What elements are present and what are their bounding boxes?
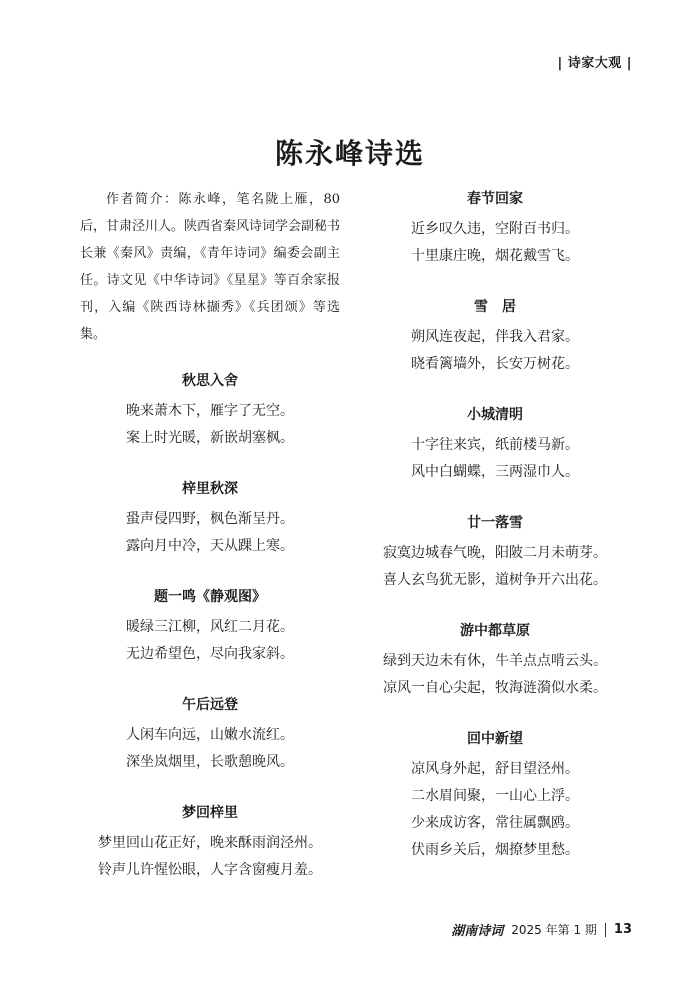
magazine-name: 湖南诗词	[451, 924, 504, 939]
poem-line: 深坐岚烟里，长歌憩晚风。	[126, 754, 294, 770]
poem	[80, 368, 340, 452]
poem	[80, 476, 340, 560]
poem	[370, 294, 620, 378]
poem-line: 无边希望色，尽向我家斜。	[126, 646, 294, 662]
poem-title: 廿一落雪	[467, 515, 523, 531]
poem-line: 人闲车向远，山嫩水流红。	[126, 727, 294, 743]
poem-line: 绿到天边未有休，牛羊点点啃云头。	[383, 653, 607, 669]
poem-title: 雪 居	[474, 299, 516, 315]
poem-title: 小城清明	[467, 407, 523, 423]
poem-title: 秋思入舍	[182, 373, 238, 389]
poem-line: 喜人玄鸟犹无影，道树争开六出花。	[383, 572, 607, 588]
poem-line: 梦里回山花正好，晚来酥雨润泾州。	[98, 835, 322, 851]
poem	[80, 692, 340, 776]
section-tag: | 诗家大观 |	[557, 56, 632, 71]
poem-line: 蛩声侵四野，枫色渐呈丹。	[126, 511, 294, 527]
poem-line: 少来成访客，常往属飘鸥。	[411, 815, 579, 831]
poem-line: 暖绿三江柳，风红二月花。	[126, 619, 294, 635]
poem	[370, 618, 620, 702]
poem-line: 伏雨乡关后，烟撩梦里愁。	[411, 842, 579, 858]
issue-label: 2025 年第 1 期	[511, 923, 597, 937]
author-intro	[80, 186, 340, 348]
poem-line: 朔风连夜起，伴我入君家。	[411, 329, 579, 345]
right-poem-list	[370, 186, 620, 864]
right-column	[370, 186, 620, 888]
poem-title: 午后远登	[182, 697, 238, 713]
page-number: 13	[613, 922, 632, 937]
poem	[370, 402, 620, 486]
page-footer	[451, 920, 632, 939]
poem-line: 凉风一自心尖起，牧海涟漪似水柔。	[383, 680, 607, 696]
poem-line: 风中白蝴蝶，三两湿巾人。	[411, 464, 579, 480]
author-intro-text: 作者简介：陈永峰，笔名陇上雁，80后，甘肃泾川人。陕西省秦风诗词学会副秘书长兼《秦风》责编，《青年诗词》编委会副主任。诗文见《中华诗词》《星星》等百余家报刊，入编《陕西诗林撷秀》《兵团颂》等选集。	[80, 192, 341, 342]
poem	[370, 510, 620, 594]
poem	[370, 726, 620, 864]
poem	[370, 186, 620, 270]
poem-title: 梦回梓里	[182, 805, 238, 821]
poem-title: 题一鸣《静观图》	[154, 589, 266, 605]
poem-line: 十里康庄晚，烟花戴雪飞。	[411, 248, 579, 264]
poem	[80, 800, 340, 884]
poem-line: 案上时光暖，新嵌胡塞枫。	[126, 430, 294, 446]
poem-line: 寂寞边城春气晚，阳陂二月未萌芽。	[383, 545, 607, 561]
poem-line: 凉风身外起，舒目望泾州。	[411, 761, 579, 777]
poem-title: 游中都草原	[460, 623, 530, 639]
poem-line: 十字往来宾，纸前楼马新。	[411, 437, 579, 453]
left-column	[80, 186, 340, 908]
left-poem-list	[80, 368, 340, 884]
poem-line: 铃声儿许惺忪眼，人字含窗瘦月羞。	[98, 862, 322, 878]
poem-line: 近乡叹久违，空附百书归。	[411, 221, 579, 237]
poem-line: 晓看篱墙外，长安万树花。	[411, 356, 579, 372]
poem-title: 春节回家	[467, 191, 523, 207]
poem	[80, 584, 340, 668]
footer-divider	[605, 923, 606, 937]
poem-title: 梓里秋深	[182, 481, 238, 497]
poem-line: 露向月中冷，天从踝上寒。	[126, 538, 294, 554]
poem-line: 二水眉间聚，一山心上浮。	[411, 788, 579, 804]
poem-line: 晚来萧木下，雁字了无空。	[126, 403, 294, 419]
poem-title: 回中新望	[467, 731, 523, 747]
page-title: 陈永峰诗选	[274, 137, 425, 170]
